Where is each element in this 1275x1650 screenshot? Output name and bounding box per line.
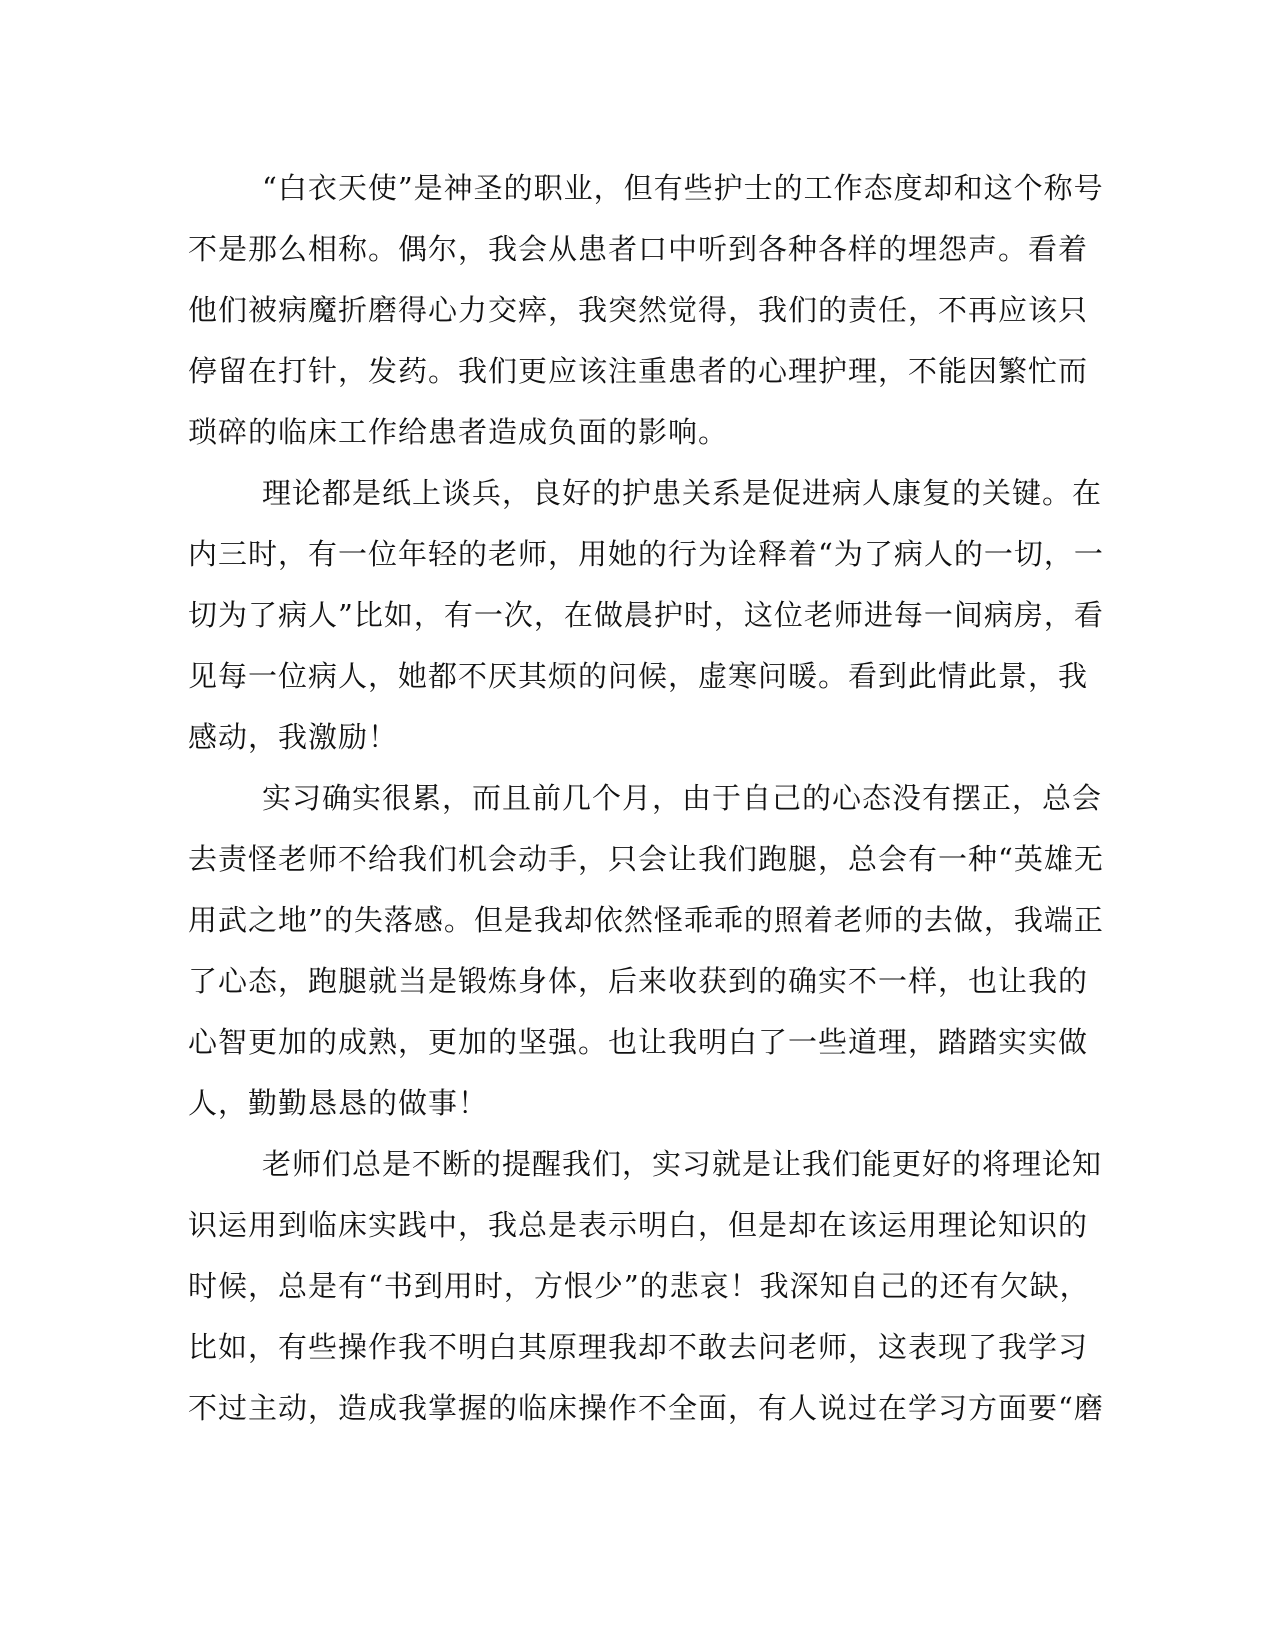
paragraph-line: 了心态，跑腿就当是锻炼身体，后来收获到的确实不一样，也让我的 [188, 964, 1089, 998]
paragraph-line: 去责怪老师不给我们机会动手，只会让我们跑腿，总会有一种“英雄无 [188, 842, 1104, 876]
paragraph-2 [188, 463, 1104, 768]
paragraph-line: 实习确实很累，而且前几个月，由于自己的心态没有摆正，总会 [262, 781, 1103, 815]
paragraph-line: 见每一位病人，她都不厌其烦的问候，虚寒问暖。看到此情此景，我 [188, 659, 1089, 693]
paragraph-line: 不是那么相称。偶尔，我会从患者口中听到各种各样的埋怨声。看着 [188, 232, 1089, 266]
paragraph-line: “白衣天使”是神圣的职业，但有些护士的工作态度却和这个称号 [262, 171, 1104, 205]
paragraph-line: 用武之地”的失落感。但是我却依然怪乖乖的照着老师的去做，我端正 [188, 903, 1104, 937]
paragraph-line: 人，勤勤恳恳的做事！ [188, 1086, 489, 1120]
paragraph-line: 不过主动，造成我掌握的临床操作不全面，有人说过在学习方面要“磨 [188, 1391, 1104, 1425]
paragraph-3 [188, 768, 1104, 1134]
paragraph-line: 内三时，有一位年轻的老师，用她的行为诠释着“为了病人的一切，一 [188, 537, 1104, 571]
paragraph-line: 老师们总是不断的提醒我们，实习就是让我们能更好的将理论知 [262, 1147, 1103, 1181]
paragraph-line: 琐碎的临床工作给患者造成负面的影响。 [188, 415, 729, 449]
paragraph-line: 时候，总是有“书到用时，方恨少”的悲哀！我深知自己的还有欠缺， [188, 1269, 1090, 1303]
paragraph-line: 理论都是纸上谈兵，良好的护患关系是促进病人康复的关键。在 [262, 476, 1103, 510]
paragraph-1 [188, 158, 1104, 463]
paragraph-line: 感动，我激励！ [188, 720, 399, 754]
paragraph-4 [188, 1134, 1104, 1439]
paragraph-line: 比如，有些操作我不明白其原理我却不敢去问老师，这表现了我学习 [188, 1330, 1089, 1364]
document-body [188, 158, 1104, 1439]
paragraph-line: 切为了病人”比如，有一次，在做晨护时，这位老师进每一间病房，看 [188, 598, 1104, 632]
paragraph-line: 心智更加的成熟，更加的坚强。也让我明白了一些道理，踏踏实实做 [188, 1025, 1089, 1059]
paragraph-line: 识运用到临床实践中，我总是表示明白，但是却在该运用理论知识的 [188, 1208, 1089, 1242]
paragraph-line: 停留在打针，发药。我们更应该注重患者的心理护理，不能因繁忙而 [188, 354, 1089, 388]
paragraph-line: 他们被病魔折磨得心力交瘁，我突然觉得，我们的责任，不再应该只 [188, 293, 1089, 327]
